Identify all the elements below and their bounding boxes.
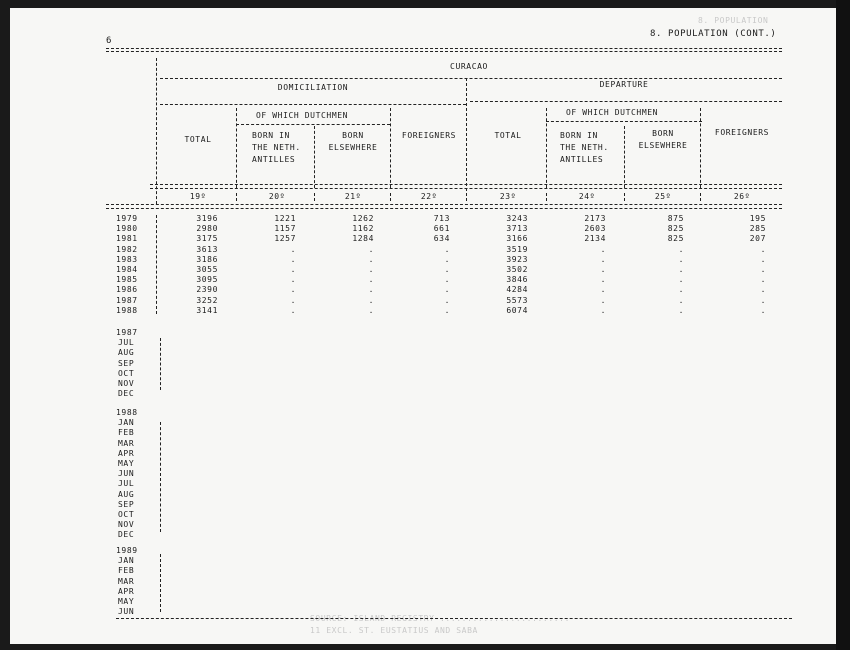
month-label: JUL [118, 479, 135, 489]
column-number: 25º [654, 192, 672, 201]
rule-top-2 [106, 51, 782, 52]
table-cell: . [678, 305, 684, 315]
year-label: 1985 [116, 275, 138, 285]
region-heading: CURACAO [450, 62, 488, 71]
column-number: 21º [344, 192, 362, 201]
table-cell: 1162 [352, 224, 374, 234]
table-cell: 3095 [196, 275, 218, 285]
table-cell: 825 [667, 234, 684, 244]
table-cell: 285 [749, 224, 766, 234]
table-cell: 3141 [196, 305, 218, 315]
column-number-separator [314, 193, 315, 201]
table-cell: 3713 [506, 224, 528, 234]
month-label: SEP [118, 358, 135, 368]
stub-divider [156, 58, 157, 204]
month-label: OCT [118, 510, 135, 519]
col-born-neth-dep-3: ANTILLES [560, 155, 604, 164]
table-cell: 2173 [584, 214, 606, 223]
table-cell: 207 [749, 234, 766, 244]
month-label: MAY [118, 459, 135, 468]
table-cell: 3923 [506, 254, 528, 264]
table-cell: 3613 [196, 244, 218, 254]
table-cell: . [600, 275, 606, 285]
table-cell: . [368, 254, 374, 264]
stub-divider-years [156, 215, 157, 314]
table-cell: . [290, 295, 296, 305]
table-cell: . [444, 295, 450, 305]
month-label: JAN [118, 418, 135, 428]
table-cell: 2134 [584, 234, 606, 244]
table-cell: . [368, 275, 374, 285]
departure-heading: DEPARTURE [599, 80, 649, 89]
table-cell: 3846 [506, 275, 528, 285]
document-page [10, 8, 836, 644]
domiciliation-heading: DOMICILIATION [277, 83, 349, 92]
column-number-separator [700, 193, 701, 201]
table-cell: 3175 [196, 234, 218, 244]
table-cell: 3055 [196, 265, 218, 274]
year-label: 1986 [116, 285, 138, 295]
month-label: SEP [118, 499, 135, 509]
table-cell: 2390 [196, 285, 218, 295]
of-which-dutchmen-dep: OF WHICH DUTCHMEN [566, 108, 659, 117]
table-cell: . [600, 244, 606, 254]
table-cell: 1262 [352, 214, 374, 223]
column-number: 19º [189, 192, 207, 201]
rule-colnum-bottom-2 [106, 208, 782, 209]
column-number: 24º [578, 192, 596, 201]
col-divider-f [700, 108, 701, 188]
col-born-neth-dom-3: ANTILLES [252, 155, 296, 164]
table-cell: 6074 [506, 305, 528, 315]
table-cell: . [760, 295, 766, 305]
table-cell: . [444, 254, 450, 264]
month-block-year: 1987 [116, 328, 138, 337]
month-label: MAR [118, 438, 135, 448]
table-cell: 3186 [196, 254, 218, 264]
col-born-neth-dep-2: THE NETH. [560, 143, 609, 152]
month-label: DEC [118, 389, 135, 399]
column-number-separator [466, 193, 467, 201]
table-cell: . [600, 254, 606, 264]
section-title: 8. POPULATION (CONT.) [650, 29, 777, 39]
table-cell: . [444, 285, 450, 295]
of-which-dutchmen-dom: OF WHICH DUTCHMEN [256, 111, 349, 120]
table-cell: . [678, 285, 684, 295]
table-cell: 3243 [506, 214, 528, 223]
col-born-else-dep-2: ELSEWHERE [638, 141, 688, 150]
table-cell: 3196 [196, 214, 218, 223]
month-label: APR [118, 586, 135, 596]
col-born-else-dep-1: BORN [652, 129, 674, 138]
table-cell: . [760, 265, 766, 274]
month-label: DEC [118, 530, 135, 540]
rule-departure [470, 101, 782, 102]
year-label: 1987 [116, 295, 138, 305]
table-cell: 3519 [506, 244, 528, 254]
month-label: FEB [118, 566, 135, 576]
table-cell: . [290, 244, 296, 254]
month-label: JUL [118, 338, 135, 348]
page-number: 6 [106, 36, 113, 46]
ghost-bleed-footer-2: 11 EXCL. ST. EUSTATIUS AND SABA [310, 626, 478, 635]
group-divider [466, 78, 467, 196]
rule-region [160, 78, 782, 79]
table-cell: 713 [433, 214, 450, 223]
year-label: 1984 [116, 265, 138, 274]
table-cell: . [600, 285, 606, 295]
col-total-dep: TOTAL [494, 131, 522, 140]
table-cell: . [678, 295, 684, 305]
column-number: 26º [733, 192, 751, 201]
month-label: MAY [118, 597, 135, 606]
table-cell: . [444, 265, 450, 274]
column-number-separator [390, 193, 391, 201]
table-cell: . [760, 285, 766, 295]
month-block-year: 1988 [116, 408, 138, 417]
table-cell: . [600, 295, 606, 305]
rule-colnum-top [150, 184, 782, 185]
table-cell: . [760, 254, 766, 264]
table-cell: 1221 [274, 214, 296, 223]
col-foreigners-dom: FOREIGNERS [401, 131, 457, 140]
table-cell: . [600, 305, 606, 315]
col-divider-c [390, 108, 391, 188]
table-cell: . [368, 295, 374, 305]
table-cell: 1284 [352, 234, 374, 244]
table-cell: 634 [433, 234, 450, 244]
rule-domiciliation [160, 104, 466, 105]
rule-top [106, 48, 782, 49]
year-label: 1981 [116, 234, 138, 244]
year-label: 1988 [116, 305, 138, 315]
col-divider-d [546, 108, 547, 188]
rule-colnum-top-2 [150, 188, 782, 189]
table-cell: 661 [433, 224, 450, 234]
table-cell: . [368, 265, 374, 274]
month-label: MAR [118, 576, 135, 586]
stub-divider-1987 [160, 338, 161, 390]
col-total-dom: TOTAL [184, 135, 212, 144]
table-cell: . [444, 305, 450, 315]
ghost-bleed-title: 8. POPULATION [698, 16, 769, 25]
table-cell: 4284 [506, 285, 528, 295]
month-label: JUN [118, 607, 135, 617]
year-label: 1982 [116, 244, 138, 254]
month-label: NOV [118, 379, 135, 388]
month-label: NOV [118, 520, 135, 530]
column-number-separator [546, 193, 547, 201]
table-cell: . [444, 275, 450, 285]
col-born-neth-dep-1: BORN IN [560, 131, 598, 140]
table-cell: . [678, 275, 684, 285]
stub-divider-1989 [160, 554, 161, 612]
year-label: 1983 [116, 254, 138, 264]
table-cell: . [368, 285, 374, 295]
month-label: OCT [118, 368, 135, 378]
table-cell: . [290, 285, 296, 295]
month-label: FEB [118, 428, 135, 438]
table-cell: . [368, 244, 374, 254]
col-born-neth-dom-1: BORN IN [252, 131, 290, 140]
table-cell: . [760, 305, 766, 315]
scan-edge [836, 0, 850, 650]
stub-divider-1988 [160, 422, 161, 532]
table-cell: . [678, 265, 684, 274]
month-label: APR [118, 448, 135, 458]
col-divider-b [314, 126, 315, 188]
col-divider-e [624, 126, 625, 188]
year-label: 1980 [116, 224, 138, 234]
table-cell: . [290, 275, 296, 285]
table-cell: . [600, 265, 606, 274]
col-born-else-dom-1: BORN [342, 131, 364, 140]
year-label: 1979 [116, 214, 138, 223]
table-cell: 195 [749, 214, 766, 223]
column-number-separator [624, 193, 625, 201]
table-cell: . [760, 275, 766, 285]
table-cell: 2980 [196, 224, 218, 234]
col-divider-a [236, 108, 237, 188]
month-label: AUG [118, 489, 135, 499]
table-cell: 3502 [506, 265, 528, 274]
col-foreigners-dep: FOREIGNERS [714, 128, 770, 137]
table-cell: . [678, 244, 684, 254]
rule-dutchmen-dep [546, 121, 702, 122]
table-cell: . [290, 265, 296, 274]
table-cell: . [368, 305, 374, 315]
rule-colnum-bottom [106, 204, 782, 205]
table-cell: . [760, 244, 766, 254]
table-cell: . [444, 244, 450, 254]
rule-dutchmen-dom [236, 124, 390, 125]
column-number: 22º [420, 192, 438, 201]
table-cell: 2603 [584, 224, 606, 234]
column-number: 23º [499, 192, 517, 201]
month-label: JAN [118, 556, 135, 566]
table-cell: 3166 [506, 234, 528, 244]
table-cell: 825 [667, 224, 684, 234]
col-born-else-dom-2: ELSEWHERE [328, 143, 378, 152]
table-cell: 1257 [274, 234, 296, 244]
col-born-neth-dom-2: THE NETH. [252, 143, 301, 152]
month-block-year: 1989 [116, 546, 138, 555]
table-cell: 1157 [274, 224, 296, 234]
table-cell: . [290, 254, 296, 264]
table-cell: 5573 [506, 295, 528, 305]
month-label: AUG [118, 348, 135, 358]
rule-bottom [116, 618, 792, 619]
table-cell: . [290, 305, 296, 315]
column-number-separator [236, 193, 237, 201]
table-cell: 3252 [196, 295, 218, 305]
month-label: JUN [118, 469, 135, 479]
ghost-bleed-footer: SOURCE: ISLAND REGISTRY ........................ [310, 614, 570, 623]
table-cell: . [678, 254, 684, 264]
column-number: 20º [268, 192, 286, 201]
table-cell: 875 [667, 214, 684, 223]
